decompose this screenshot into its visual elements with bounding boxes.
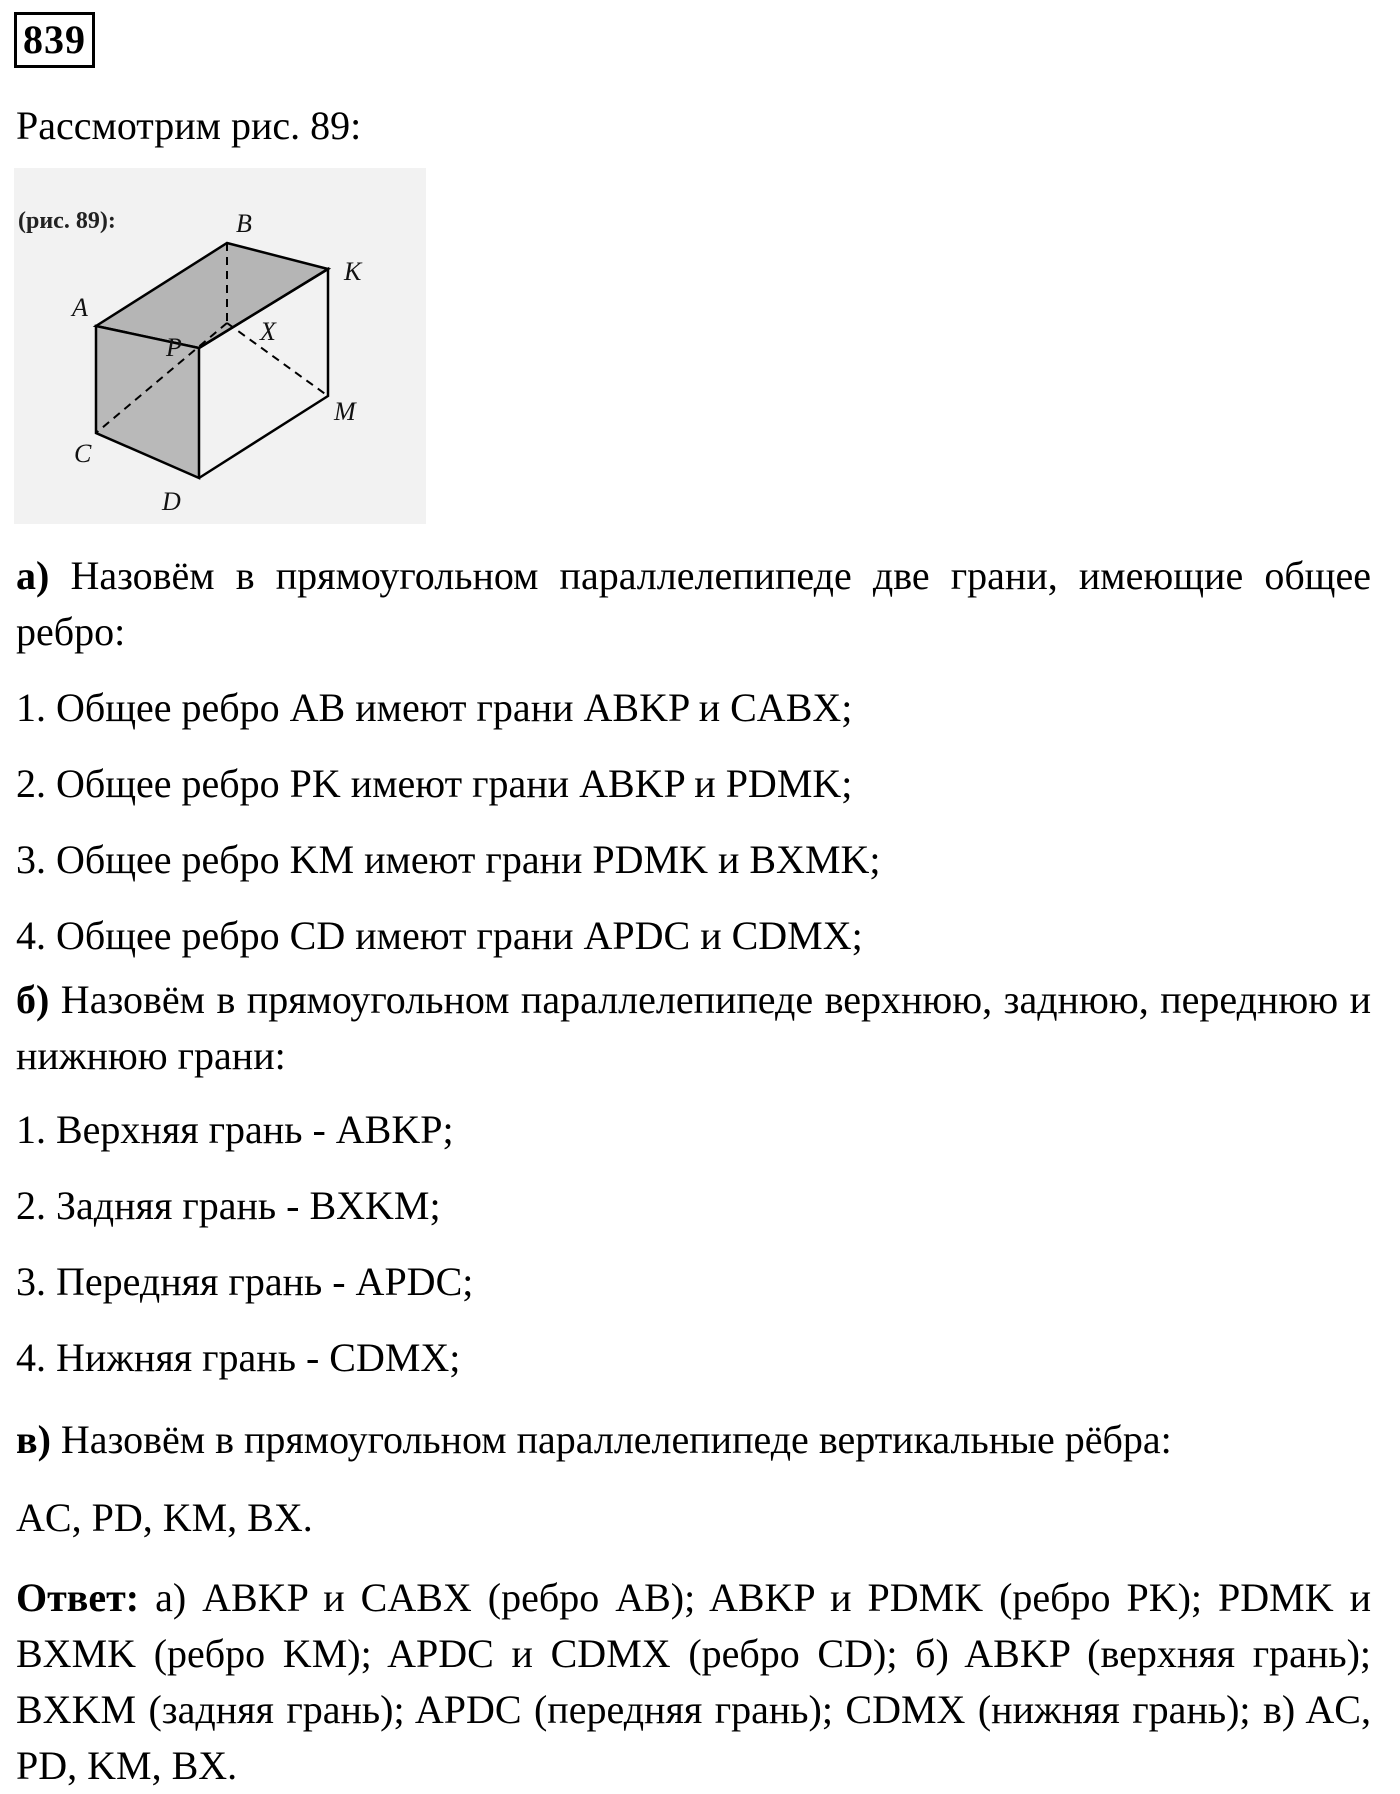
part-a-marker: а) bbox=[16, 553, 50, 598]
figure-parallelepiped bbox=[14, 168, 426, 524]
part-c-answer-line: AC, PD, KM, BX. bbox=[16, 1495, 313, 1540]
vertex-label-k: K bbox=[344, 257, 362, 286]
part-a-heading bbox=[16, 548, 1371, 660]
parallelepiped-diagram bbox=[14, 168, 426, 524]
vertex-label-p: P bbox=[166, 333, 182, 362]
answer-label: Ответ: bbox=[16, 1575, 140, 1620]
vertex-label-a: A bbox=[72, 293, 88, 322]
final-answer bbox=[16, 1570, 1371, 1794]
part-b-marker: б) bbox=[16, 977, 50, 1022]
part-b-heading bbox=[16, 972, 1371, 1084]
part-c-heading bbox=[16, 1412, 1172, 1468]
face-front bbox=[96, 326, 199, 478]
vertex-label-d: D bbox=[162, 487, 181, 516]
hidden-edge-xm bbox=[227, 323, 328, 396]
part-a-item: 2. Общее ребро PK имеют грани ABKP и PDMK; bbox=[16, 761, 853, 806]
vertex-label-c: C bbox=[74, 439, 92, 468]
part-a-item: 1. Общее ребро AB имеют грани ABKP и CABX; bbox=[16, 685, 853, 730]
part-b-heading-text: Назовём в прямоугольном параллелепипеде верхнюю, заднюю, переднюю и нижнюю грани: bbox=[16, 977, 1371, 1078]
vertex-label-b: B bbox=[236, 209, 252, 238]
figure-caption: (рис. 89): bbox=[18, 208, 116, 234]
part-b-item: 1. Верхняя грань - ABKP; bbox=[16, 1107, 454, 1152]
part-b-item: 3. Передняя грань - APDC; bbox=[16, 1259, 474, 1304]
part-a-item: 3. Общее ребро KM имеют грани PDMK и BXMK; bbox=[16, 837, 881, 882]
part-a-item: 4. Общее ребро CD имеют грани APDC и CDMX; bbox=[16, 913, 863, 958]
answer-text: а) ABKP и CABX (ребро AB); ABKP и PDMK (ребро PK); PDMK и BXMK (ребро KM); APDC и CDMX (ребро CD); б) ABKP (верхняя грань); BXKM (задняя грань); APDC (передняя грань); CDMX (нижняя грань); в) AC, PD, KM, BX. bbox=[16, 1575, 1371, 1788]
part-b-item: 2. Задняя грань - BXKM; bbox=[16, 1183, 441, 1228]
part-b-item: 4. Нижняя грань - CDMX; bbox=[16, 1335, 461, 1380]
intro-text: Рассмотрим рис. 89: bbox=[16, 103, 362, 148]
part-a-heading-text: Назовём в прямоугольном параллелепипеде две грани, имеющие общее ребро: bbox=[16, 553, 1371, 654]
vertex-label-x: X bbox=[260, 317, 276, 346]
task-number: 839 bbox=[14, 12, 95, 68]
part-c-marker: в) bbox=[16, 1417, 51, 1462]
part-c-heading-text: Назовём в прямоугольном параллелепипеде вертикальные рёбра: bbox=[50, 1417, 1172, 1462]
vertex-label-m: M bbox=[334, 397, 356, 426]
